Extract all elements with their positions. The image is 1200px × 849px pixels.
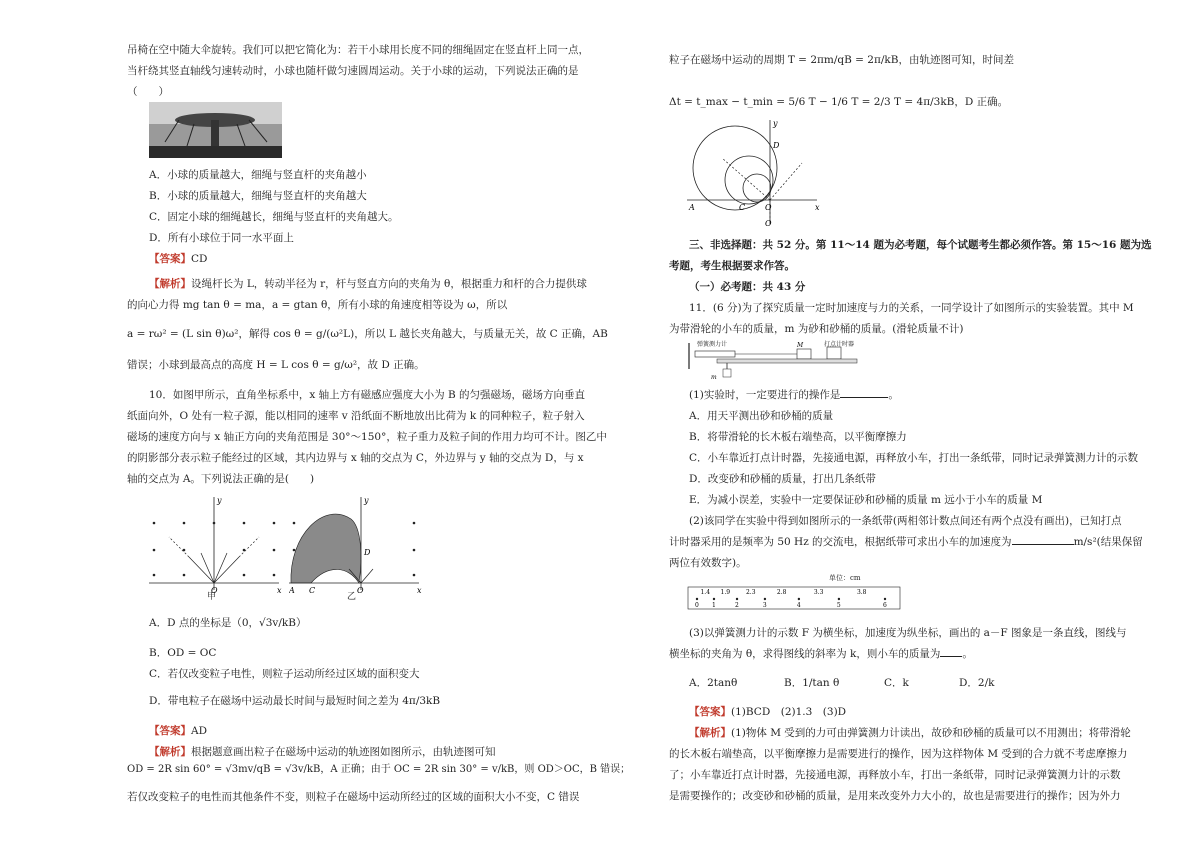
q11-part3-text: 横坐标的夹角为 θ，求得图线的斜率为 k，则小车的质量为	[669, 648, 941, 660]
tape-point-label: 5	[836, 602, 841, 609]
q11-part2-line	[669, 532, 1143, 553]
time-diff-line: Δt = t_max − t_min = 5/6 T − 1/6 T = 2/3 T = 4π/3kB，D 正确。	[669, 96, 1009, 108]
tape-unit-label: 单位：cm	[829, 574, 861, 582]
analysis-tag: 【解析】	[149, 278, 191, 290]
answer-value: CD	[191, 253, 208, 265]
answer-blank	[940, 646, 962, 657]
svg-text:O: O	[765, 203, 772, 212]
tape-point	[798, 598, 800, 600]
q11-analysis-line: 了；小车靠近打点计时器，先接通电源，再释放小车，打出一条纸带，同时记录弹簧测力计的示数	[669, 769, 1121, 781]
svg-text:x: x	[277, 586, 282, 595]
q11-part1: (1)实验时，一定要进行的操作是 。	[689, 389, 899, 401]
answer-tag: 【答案】	[149, 253, 191, 265]
svg-text:y: y	[217, 496, 222, 505]
answer-blank	[1012, 534, 1074, 545]
tape-point	[696, 598, 698, 600]
tape-distance-label: 1.9	[720, 589, 731, 596]
q11-option: A．用天平测出砂和砂桶的质量	[689, 410, 834, 422]
section-3-heading-cont: 考题，考生根据要求作答。	[669, 260, 795, 272]
q10-text-line: 纸面向外，O 处有一粒子源，能以相同的速率 v 沿纸面不断地放出比荷为 k 的同种粒子，粒子射入	[127, 410, 585, 422]
tape-distance-label: 1.4	[700, 589, 711, 596]
tape-point-label: 3	[762, 602, 767, 609]
q9-answer	[149, 249, 207, 270]
q11-part3-option: D．2/k	[959, 677, 995, 689]
q11-text-line: 为带滑轮的小车的质量，m 为砂和砂桶的质量。(滑轮质量不计)	[669, 323, 964, 335]
tape-distance-label: 3.8	[856, 589, 867, 596]
q11-option: E．为减小误差，实验中一定要保证砂和砂桶的质量 m 远小于小车的质量 M	[689, 494, 1043, 506]
q9-text-line: 当杆绕其竖直轴线匀速转动时，小球也随杆做匀速圆周运动。关于小球的运动，下列说法正确的是	[127, 65, 579, 77]
svg-text:C: C	[739, 203, 746, 212]
answer-blank	[840, 387, 888, 398]
q9-option: B．小球的质量越大，细绳与竖直杆的夹角越大	[149, 190, 367, 202]
q11-analysis-line: 是需要操作的；改变砂和砂桶的质量，是用来改变外力大小的，故也是需要进行的操作；因为外力	[669, 790, 1121, 802]
svg-text:C: C	[309, 586, 316, 595]
analysis-tag: 【解析】	[689, 727, 731, 739]
svg-text:O: O	[765, 219, 772, 226]
svg-text:D: D	[364, 548, 371, 557]
tape-point	[736, 598, 738, 600]
q11-part3-option: B．1/tan θ	[784, 677, 840, 689]
q10-analysis-line: 若仅改变粒子的电性而其他条件不变，则粒子在磁场中运动所经过的区域的面积大小不变，C 错误	[127, 791, 580, 803]
q11-answer	[689, 702, 846, 723]
tape-point	[764, 598, 766, 600]
amusement-ride-photo	[149, 102, 282, 158]
figure-yi	[289, 495, 424, 595]
subsection-heading: （一）必考题：共 43 分	[689, 281, 806, 293]
q10-text-line: 轴的交点为 A。下列说法正确的是( )	[127, 473, 315, 485]
svg-text:x: x	[417, 586, 422, 595]
svg-text:x: x	[815, 203, 820, 212]
q11-part3-option: A．2tanθ	[689, 677, 738, 689]
q11-part2-unit: m/s²(结果保留	[1073, 536, 1143, 548]
tape-distance-label: 3.3	[813, 589, 824, 596]
svg-text:y: y	[364, 496, 369, 505]
tape-point-label: 2	[735, 602, 739, 609]
q11-option: C．小车靠近打点计时器，先接通电源，再释放小车，打出一条纸带，同时记录弹簧测力计的示数	[689, 452, 1139, 464]
q11-part2-line: (2)该同学在实验中得到如图所示的一条纸带(两相邻计数点间还有两个点没有画出)，已知打点	[689, 515, 1122, 527]
q11-text-line: 11．(6 分)为了探究质量一定时加速度与力的关系，一同学设计了如图所示的实验装置。其中 M	[689, 302, 1134, 314]
tape-distance-label: 2.3	[745, 589, 756, 596]
svg-text:y: y	[773, 119, 778, 128]
swing-ride-illustration	[149, 102, 282, 158]
analysis-text: 根据题意画出粒子在磁场中运动的轨迹图如图所示，由轨迹图可知	[191, 746, 496, 758]
svg-text:O: O	[211, 586, 218, 595]
q10-text-line: 磁场的速度方向与 x 轴正方向的夹角范围是 30°～150°，粒子重力及粒子间的作用力均可不计。图乙中	[127, 431, 607, 443]
figure-jia	[149, 495, 284, 595]
analysis-tag: 【解析】	[149, 746, 191, 758]
q11-analysis	[689, 723, 1131, 744]
q9-text-line: 吊椅在空中随大伞旋转。我们可以把它简化为：若干小球用长度不同的细绳固定在竖直杆上同一点，	[127, 44, 589, 56]
svg-text:M: M	[797, 342, 804, 349]
tape-distance-label: 2.8	[776, 589, 787, 596]
svg-text:A: A	[689, 203, 695, 212]
q9-option: D．所有小球位于同一水平面上	[149, 232, 294, 244]
tape-point-label: 1	[711, 602, 716, 609]
q9-analysis-line: 的向心力得 mg tan θ = ma，a = gtan θ，所有小球的角速度相等设为 ω，所以	[127, 299, 508, 311]
q10-option: B．OD = OC	[149, 647, 217, 659]
q10-option: D．带电粒子在磁场中运动最长时间与最短时间之差为 4π/3kB	[149, 695, 441, 707]
tape-point-label: 0	[695, 602, 699, 609]
tape-point	[713, 598, 715, 600]
q11-part1-text: (1)实验时，一定要进行的操作是	[689, 389, 841, 401]
answer-value: AD	[191, 725, 208, 737]
q9-analysis-line: 错误；小球到最高点的高度 H = L cos θ = g/ω²，故 D 正确。	[127, 359, 425, 371]
analysis-text: (1)物体 M 受到的力可由弹簧测力计读出，故砂和砂桶的质量可以不用测出；将带滑轮	[731, 727, 1131, 739]
q11-part3-line: (3)以弹簧测力计的示数 F 为横坐标，加速度为纵坐标，画出的 a－F 图象是一条直线，图线与	[689, 627, 1127, 639]
section-3-heading: 三、非选择题：共 52 分。第 11～14 题为必考题，每个试题考生都必须作答。第 15～16 题为选	[689, 239, 1152, 251]
q11-part2-text: 计时器采用的是频率为 50 Hz 的交流电，根据纸带可求出小车的加速度为	[669, 536, 1012, 548]
q11-analysis-line: 的长木板右端垫高，以平衡摩擦力是需要进行的操作，因为这样物体 M 受到的合力就不考虑摩擦力	[669, 748, 1128, 760]
q9-text-line: （ ）	[127, 86, 169, 98]
figure-jia-label: 甲	[207, 592, 217, 602]
tape-point-label: 6	[883, 602, 887, 609]
spring-scale-label: 弹簧测力计	[697, 341, 728, 348]
q11-part3-option: C．k	[884, 677, 909, 689]
trajectory-figure	[687, 118, 837, 226]
q11-part3-line: 横坐标的夹角为 θ，求得图线的斜率为 k，则小车的质量为 。	[669, 648, 973, 660]
tape-point-label: 4	[796, 602, 801, 609]
q10-option: C．若仅改变粒子电性，则粒子运动所经过区域的面积变大	[149, 668, 420, 680]
figure-yi-label: 乙	[347, 592, 357, 602]
period-line: 粒子在磁场中运动的周期 T = 2πm/qB = 2π/kB，由轨迹图可知，时间差	[669, 54, 1014, 66]
svg-text:A: A	[289, 586, 295, 595]
q10-text-line: 10．如图甲所示，直角坐标系中，x 轴上方有磁感应强度大小为 B 的匀强磁场，磁场方向垂直	[149, 389, 586, 401]
paper-tape	[687, 585, 902, 613]
svg-text:O: O	[357, 586, 364, 595]
svg-text:m: m	[711, 374, 717, 381]
answer-value: (1)BCD (2)1.3 (3)D	[731, 706, 847, 718]
q9-option: C．固定小球的细绳越长，细绳与竖直杆的夹角越大。	[149, 211, 399, 223]
svg-text:D: D	[773, 141, 780, 150]
q11-part2-line: 两位有效数字)。	[669, 557, 747, 569]
q10-option: A．D 点的坐标是（0，√3v/kB）	[149, 617, 307, 629]
tape-point	[884, 598, 886, 600]
answer-tag: 【答案】	[149, 725, 191, 737]
q11-option: D．改变砂和砂桶的质量，打出几条纸带	[689, 473, 876, 485]
q10-text-line: 的阴影部分表示粒子能经过的区域，其内边界与 x 轴的交点为 C，外边界与 y 轴的交点为 D，与 x	[127, 452, 584, 464]
q9-analysis-line: a = rω² = (L sin θ)ω²，解得 cos θ = g/(ω²L)，所以 L 越长夹角越大，与质量无关，故 C 正确，AB	[127, 328, 608, 340]
analysis-text: 设绳杆长为 L，转动半径为 r，杆与竖直方向的夹角为 θ，根据重力和杆的合力提供球	[191, 278, 587, 290]
tape-point	[838, 598, 840, 600]
answer-tag: 【答案】	[689, 706, 731, 718]
q9-analysis	[149, 274, 587, 295]
timer-label: 打点计时器	[824, 341, 855, 348]
q10-analysis-line: OD = 2R sin 60° = √3mv/qB = √3v/kB，A 正确；由于 OC = 2R sin 30° = v/kB，则 OD＞OC，B 错误；	[127, 764, 631, 775]
q10-answer	[149, 721, 207, 742]
q11-option: B．将带滑轮的长木板右端垫高，以平衡摩擦力	[689, 431, 907, 443]
q9-option: A．小球的质量越大，细绳与竖直杆的夹角越小	[149, 169, 367, 181]
